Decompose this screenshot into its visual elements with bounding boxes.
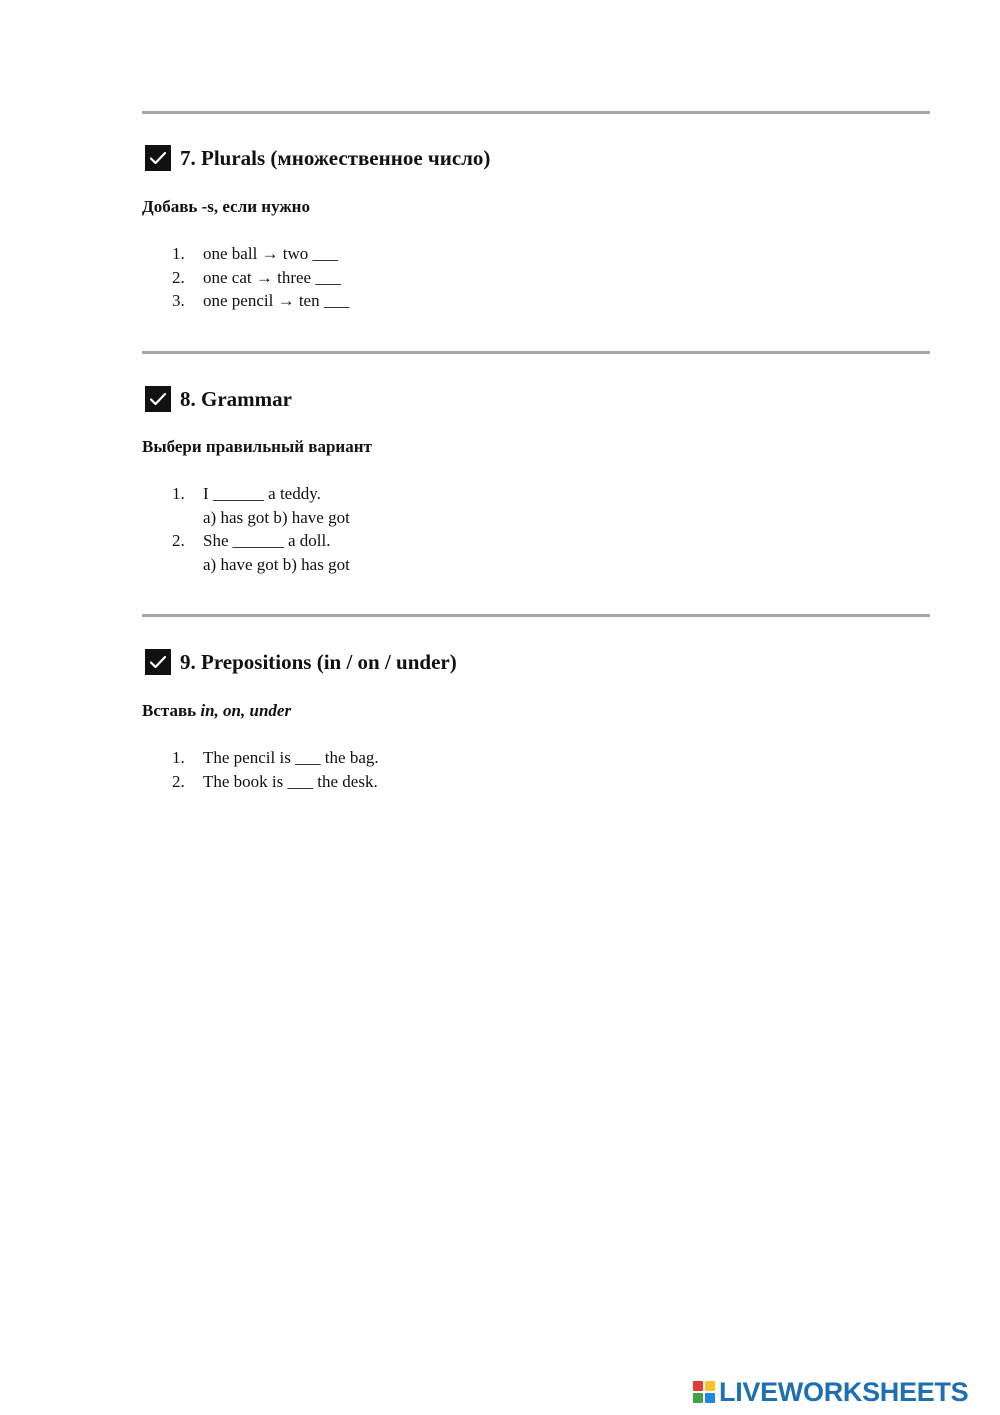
- item-options: a) has got b) have got: [203, 507, 350, 527]
- exercise-list: [172, 482, 350, 576]
- list-item: [172, 529, 350, 576]
- item-text: one cat → three ___: [203, 267, 341, 287]
- item-number: 2.: [172, 531, 185, 550]
- checkmark-icon: [145, 649, 171, 675]
- item-body: [203, 482, 350, 529]
- logo-square: [693, 1393, 703, 1403]
- section-instruction: [142, 701, 291, 721]
- item-text: I ______ a teddy.: [203, 484, 321, 503]
- liveworksheets-logo[interactable]: [693, 1377, 968, 1407]
- section-title: [145, 385, 292, 413]
- list-item: [172, 242, 349, 266]
- instruction-italic: in, on, under: [200, 701, 292, 720]
- exercise-list: [172, 242, 349, 313]
- logo-square: [705, 1381, 715, 1391]
- logo-square: [693, 1381, 703, 1391]
- list-item: [172, 289, 349, 313]
- logo-mark-icon: [693, 1381, 715, 1403]
- item-body: [203, 529, 350, 576]
- item-options: a) have got b) has got: [203, 554, 350, 574]
- section-title: [145, 648, 457, 676]
- section-divider: [142, 614, 930, 617]
- item-text: The pencil is ___ the bag.: [203, 748, 379, 767]
- list-item: [172, 482, 350, 529]
- item-number: 1.: [172, 244, 185, 263]
- checkmark-icon: [145, 145, 171, 171]
- section-title-text: 8. Grammar: [180, 386, 292, 411]
- section-instruction: Выбери правильный вариант: [142, 437, 372, 456]
- exercise-list: [172, 746, 379, 793]
- item-number: 2.: [172, 771, 185, 791]
- item-text: one ball → two ___: [203, 244, 339, 263]
- item-number: 1.: [172, 748, 185, 767]
- section-title: [145, 144, 490, 172]
- list-item: [172, 770, 379, 794]
- checkmark-icon: [145, 386, 171, 412]
- section-instruction: Добавь -s, если нужно: [142, 197, 310, 216]
- item-number: 3.: [172, 291, 185, 310]
- list-item: [172, 266, 349, 290]
- item-text: one pencil → ten ___: [203, 291, 350, 310]
- section-divider: [142, 351, 930, 354]
- list-item: [172, 746, 379, 770]
- item-number: 1.: [172, 484, 185, 503]
- logo-square: [705, 1393, 715, 1403]
- section-divider: [142, 111, 930, 114]
- section-title-text: 9. Prepositions (in / on / under): [180, 649, 457, 674]
- logo-text: LIVEWORKSHEETS: [719, 1376, 969, 1407]
- item-text: The book is ___ the desk.: [203, 771, 378, 791]
- item-text: She ______ a doll.: [203, 531, 331, 550]
- section-title-text: 7. Plurals (множественное число): [180, 145, 491, 170]
- instruction-prefix: Вставь: [142, 701, 201, 720]
- item-number: 2.: [172, 267, 185, 287]
